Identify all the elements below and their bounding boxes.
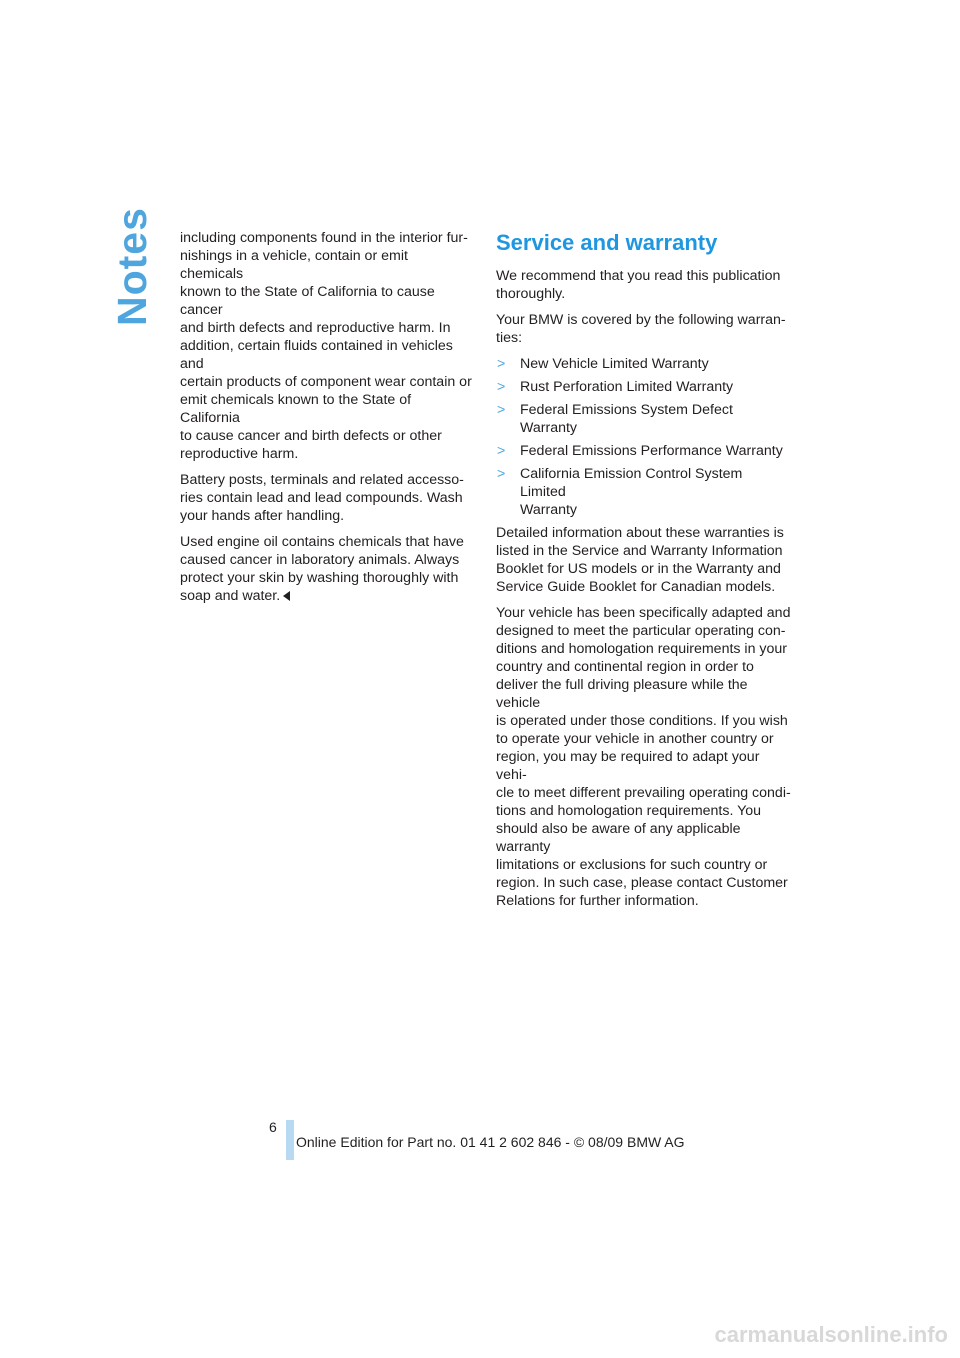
list-item-text: Federal Emissions System Defect Warranty [520,402,733,436]
paragraph-text: Used engine oil contains chemicals that have caused cancer in laboratory animals. Always protect your skin by washing thoroughly with soap and water. [180,534,464,604]
end-mark-icon [283,591,290,601]
left-column [180,229,472,613]
warranty-list [496,355,792,519]
list-item [496,465,792,519]
list-item-text: New Vehicle Limited Warranty [520,356,709,372]
side-section-title [108,207,155,330]
paragraph: Battery posts, terminals and related accesso- ries contain lead and lead compounds. Wash your hands after handling. [180,472,464,524]
list-item-text: Rust Perforation Limited Warranty [520,379,734,395]
footer-accent-bar [286,1120,294,1160]
list-item-text: California Emission Control System Limited Warranty [520,466,743,518]
watermark-text: carmanualsonline.info [714,1322,948,1347]
right-column [496,229,792,918]
side-section-title-text: Notes [109,207,155,326]
paragraph: Your vehicle has been specifically adapted and designed to meet the particular operating con- ditions and homologation requirements in your country and continental region in order to deliver the full driving pleasure while the vehicle is operated under those conditions. If you wish to operate your vehicle in another country or region, you may be required to adapt your vehi- cle to meet different prevailing operating condi- tions and homologation requirements. You should also be aware of any applicable warranty limitations or exclusions for such country or region. In such case, please contact Customer Relations for further information. [496,605,791,909]
paragraph: Detailed information about these warranties is listed in the Service and Warranty Information Booklet for US models or in the Warranty and Service Guide Booklet for Canadian models. [496,525,784,595]
list-item [496,442,792,460]
section-heading: Service and warranty [496,230,718,255]
bullet-icon: > [497,466,506,482]
bullet-icon: > [497,443,506,459]
bullet-icon: > [497,402,506,418]
paragraph: We recommend that you read this publication thoroughly. [496,268,781,302]
paragraph-with-end-mark [180,533,472,605]
paragraph: Your BMW is covered by the following warran- ties: [496,312,786,346]
bullet-icon: > [497,356,506,372]
list-item [496,401,792,437]
list-item-text: Federal Emissions Performance Warranty [520,443,783,459]
page-number: 6 [269,1119,277,1135]
paragraph: including components found in the interior fur- nishings in a vehicle, contain or emit chemicals known to the State of California to cause cancer and birth defects and reproductive harm. In addition, certain fluids contained in vehicles and certain products of component wear contain or emit chemicals known to the State of California to cause cancer and birth defects or other reproductive harm. [180,230,472,462]
list-item [496,355,792,373]
list-item [496,378,792,396]
bullet-icon: > [497,379,506,395]
footer-edition-text: Online Edition for Part no. 01 41 2 602 846 - © 08/09 BMW AG [296,1134,685,1150]
